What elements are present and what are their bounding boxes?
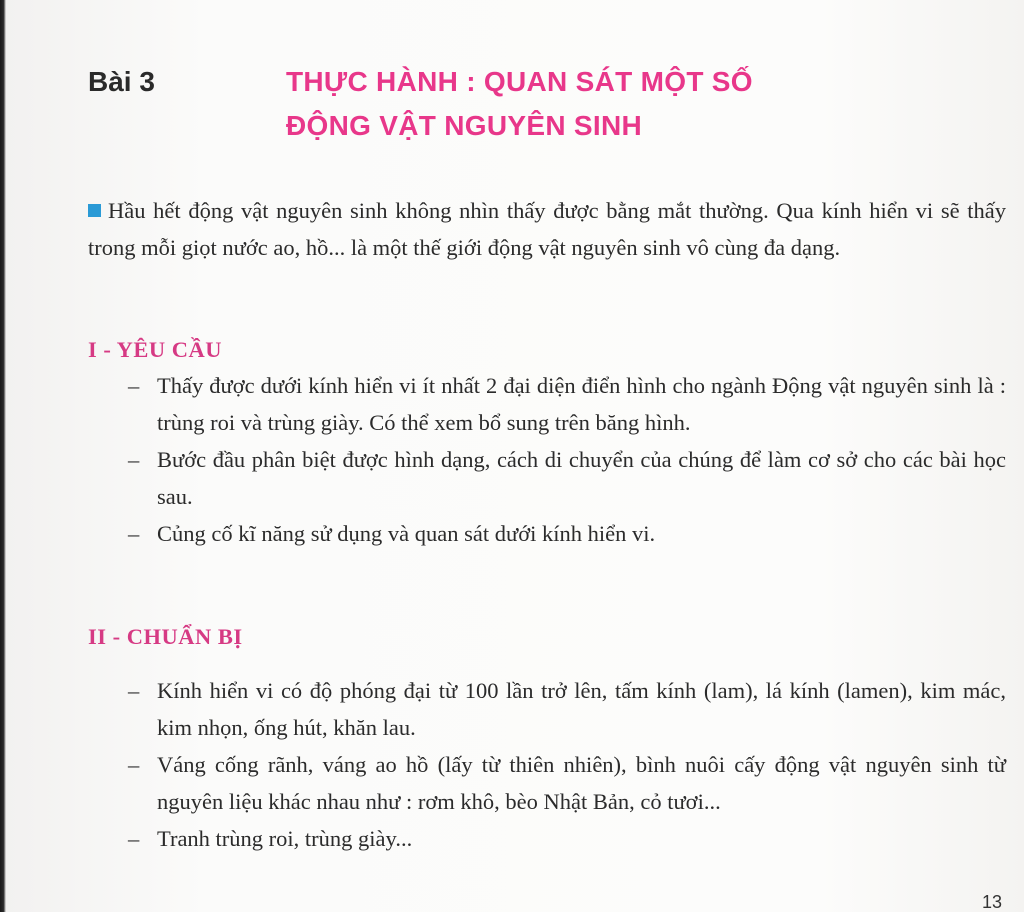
dash-bullet: –	[128, 752, 140, 777]
preparation-list	[128, 673, 1006, 859]
lesson-title-line-2: ĐỘNG VẬT NGUYÊN SINH	[286, 110, 643, 141]
list-item-text: Kính hiển vi có độ phóng đại từ 100 lần trở lên, tấm kính (lam), lá kính (lamen), kim mác, kim nhọn, ống hút, khăn lau.	[157, 678, 1006, 740]
dash-bullet: –	[128, 447, 140, 472]
list-item	[128, 368, 1006, 441]
dash-bullet: –	[128, 373, 140, 398]
intro-paragraph	[88, 193, 1006, 266]
list-item	[128, 821, 1006, 858]
square-bullet-icon	[88, 204, 101, 217]
requirements-list	[128, 368, 1006, 554]
list-item	[128, 516, 1006, 553]
list-item	[128, 442, 1006, 515]
section-heading-requirements: I - YÊU CẦU	[88, 337, 223, 362]
page-number: 13	[982, 892, 1003, 912]
list-item-text: Bước đầu phân biệt được hình dạng, cách di chuyển của chúng để làm cơ sở cho các bài học sau.	[157, 447, 1006, 509]
lesson-title-line-1: THỰC HÀNH : QUAN SÁT MỘT SỐ	[286, 66, 753, 97]
intro-text: Hầu hết động vật nguyên sinh không nhìn thấy được bằng mắt thường. Qua kính hiển vi sẽ thấy trong mỗi giọt nước ao, hồ... là một thế giới động vật nguyên sinh vô cùng đa dạng.	[88, 198, 1006, 260]
dash-bullet: –	[128, 521, 140, 546]
page-left-edge	[0, 0, 6, 912]
list-item	[128, 673, 1006, 746]
list-item-text: Thấy được dưới kính hiển vi ít nhất 2 đại diện điển hình cho ngành Động vật nguyên sinh là : trùng roi và trùng giày. Có thể xem bổ sung trên băng hình.	[157, 373, 1006, 435]
list-item-text: Tranh trùng roi, trùng giày...	[157, 826, 413, 851]
list-item	[128, 747, 1006, 820]
dash-bullet: –	[128, 826, 140, 851]
list-item-text: Củng cố kĩ năng sử dụng và quan sát dưới kính hiển vi.	[157, 521, 656, 546]
dash-bullet: –	[128, 678, 140, 703]
list-item-text: Váng cống rãnh, váng ao hồ (lấy từ thiên nhiên), bình nuôi cấy động vật nguyên sinh từ nguyên liệu khác nhau như : rơm khô, bèo Nhật Bản, cỏ tươi...	[157, 752, 1006, 814]
section-heading-preparation: II - CHUẨN BỊ	[88, 624, 243, 649]
lesson-title	[286, 60, 753, 148]
lesson-number: Bài 3	[88, 66, 155, 97]
